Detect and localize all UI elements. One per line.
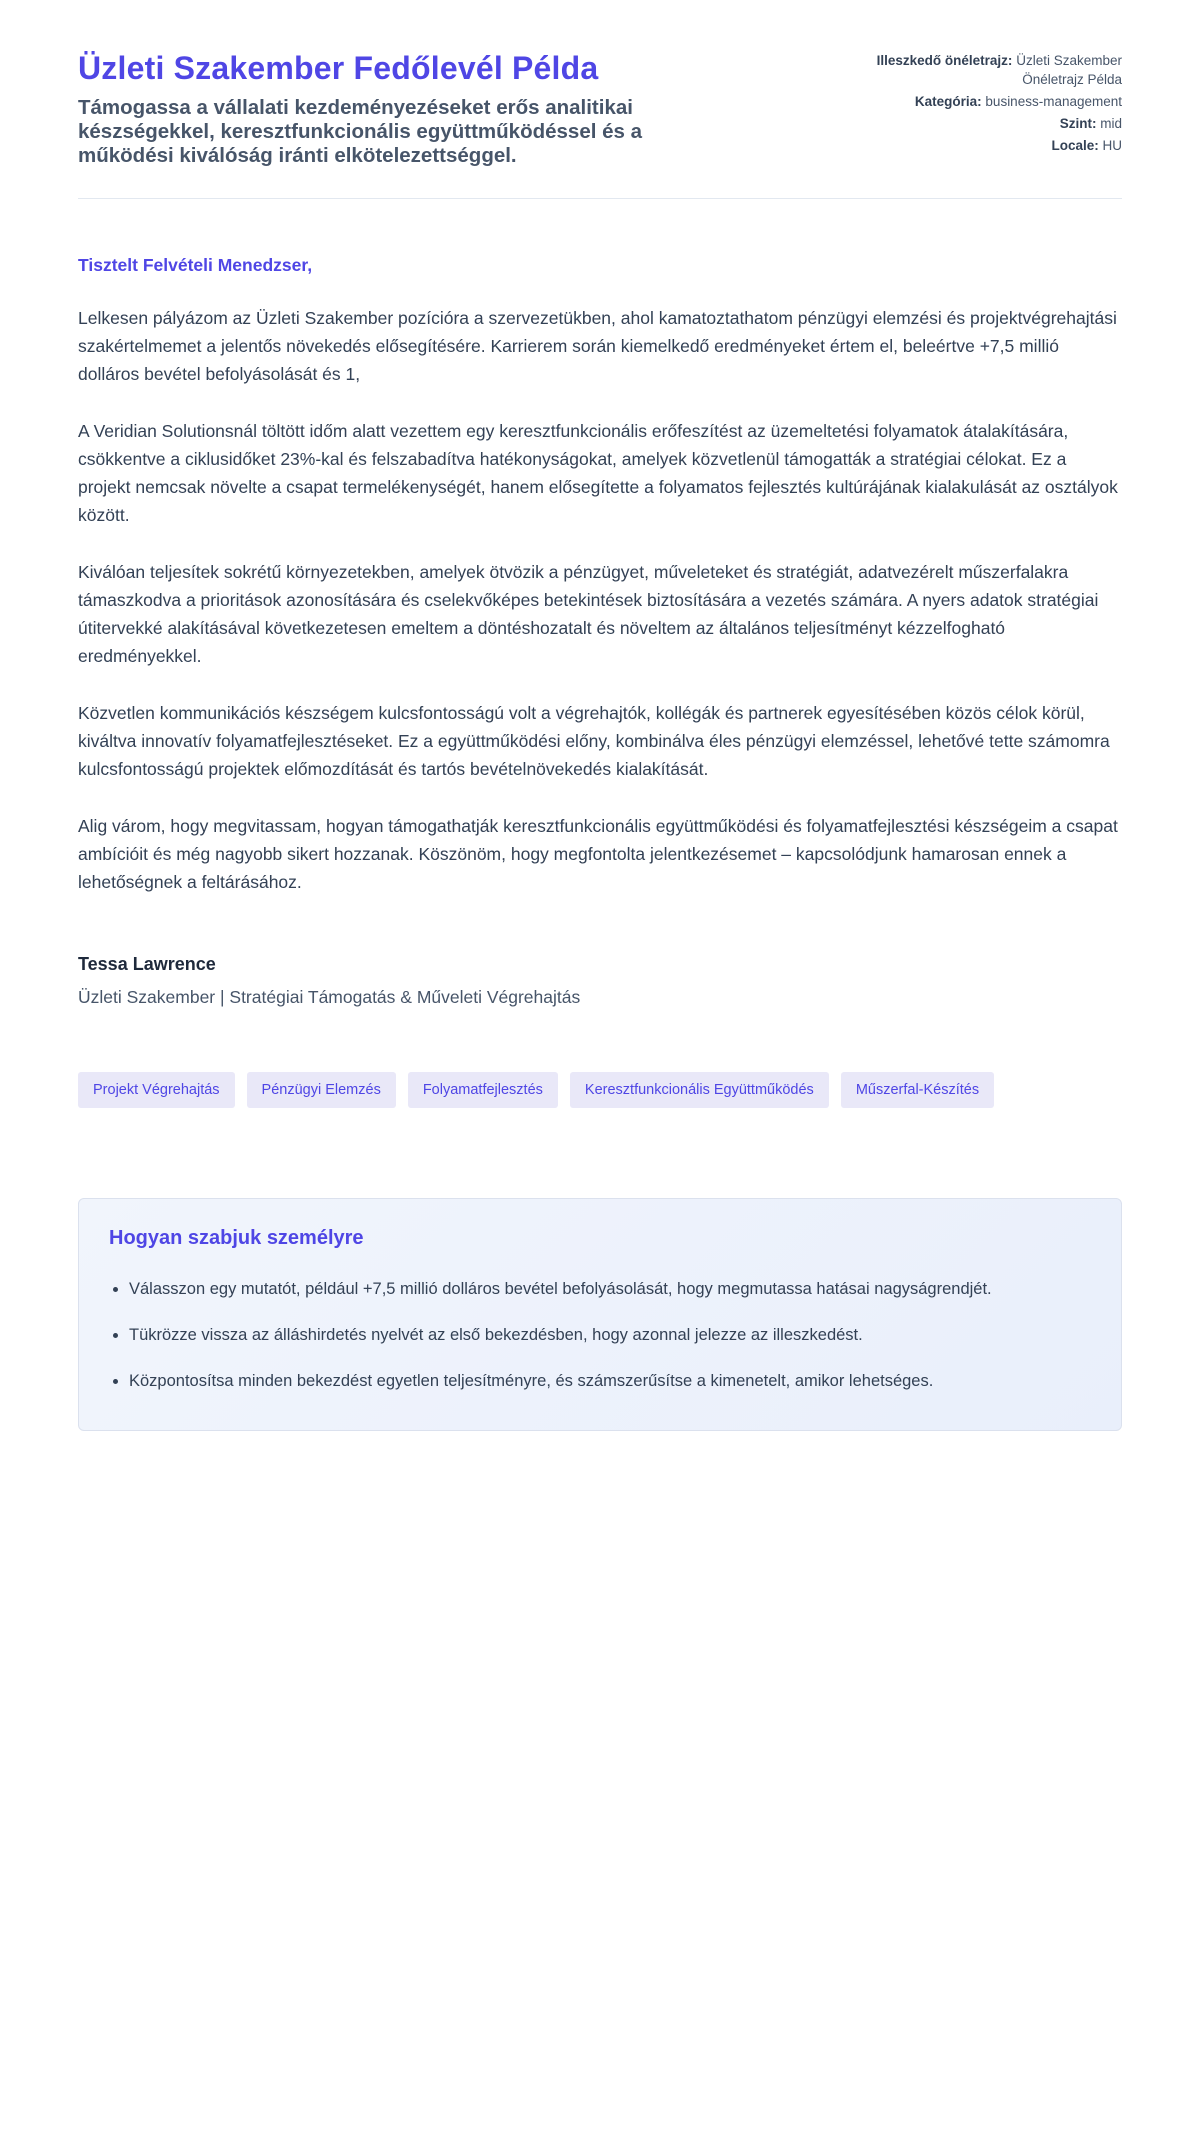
signature-name: Tessa Lawrence [78,953,216,974]
tag-chip-process-improvement: Folyamatfejlesztés [408,1072,558,1108]
tag-chip-project-execution: Projekt Végrehajtás [78,1072,235,1108]
customize-list [103,1276,1091,1396]
letter-paragraph-4: Közvetlen kommunikációs készségem kulcsfontosságú volt a végrehajtók, kollégák és partnerek egyesítésében közös célok körül, kiváltva innovatív folyamatfejlesztéseket. Ez a együttműködési előny, kombinálva éles pénzügyi elemzéssel, lehetővé tette számomra kulcsfontosságú projektek előmozdítását és tartós bevételnövekedés kialakítását. [78,702,1110,779]
page-subtitle: Támogassa a vállalati kezdeményezéseket erős analitikai készségekkel, keresztfunkcionális együttműködéssel és a működési kiválóság iránti elkötelezettséggel. [78,96,643,167]
letter-paragraph-5: Alig várom, hogy megvitassam, hogyan támogathatják keresztfunkcionális együttműködési és folyamatfejlesztési készségeim a csapat ambícióit és még nagyobb sikert hozzanak. Köszönöm, hogy megfontolta jelentkezésemet – kapcsolódjunk hamarosan ennek a lehetőségnek a feltárásához. [78,815,1118,892]
page-title: Üzleti Szakember Fedőlevél Példa [78,50,599,86]
meta-label: Kategória: [914,93,982,109]
customize-bullet-2: • Tükrözze vissza az álláshirdetés nyelvét az első bekezdésben, hogy azonnal jelezze az illeszkedést. [129,1322,1091,1349]
signature-block [78,954,1122,1008]
meta-value: HU [1102,137,1122,153]
letter-paragraph-3: Kiválóan teljesítek sokrétű környezetekben, amelyek ötvözik a pénzügyet, műveleteket és stratégiát, adatvezérelt műszerfalakra támaszkodva a prioritások azonosítására és cselekvőképes betekintések biztosítására a vezetés számára. A nyers adatok stratégiai útitervekké alakításával következetesen emeltem a döntéshozatalt és növeltem az általános teljesítményt kézzelfogható eredményekkel. [78,561,1099,666]
meta-label: Szint: [1059,115,1097,131]
meta-row-locale [872,137,1122,156]
customize-bullet-1: • Válasszon egy mutatót, például +7,5 millió dolláros bevétel befolyásolását, hogy megmutassa hatásai nagyságrendjét. [129,1276,1091,1303]
header-meta [872,48,1122,158]
letter-content [78,255,1122,1431]
customize-title: Hogyan szabjuk személyre [109,1226,364,1249]
tag-chip-financial-analysis: Pénzügyi Elemzés [247,1072,396,1108]
customize-callout [78,1198,1122,1431]
meta-label: Locale: [1051,137,1099,153]
header-title-block [78,48,688,168]
tag-chip-cross-functional-collaboration: Keresztfunkcionális Együttműködés [570,1072,829,1108]
letter-greeting: Tisztelt Felvételi Menedzser, [78,254,313,275]
meta-value: business-management [985,93,1122,109]
tag-chip-dashboard-building: Műszerfal-Készítés [841,1072,994,1108]
skill-tags [78,1072,1122,1108]
signature-title: Üzleti Szakember | Stratégiai Támogatás & Műveleti Végrehajtás [78,986,581,1007]
meta-value: mid [1100,115,1122,131]
page-header [78,48,1122,168]
meta-label: Illeszkedő önéletrajz: [876,53,1013,68]
letter-body [78,304,1122,896]
customize-bullet-3: • Központosítsa minden bekezdést egyetlen teljesítményre, és számszerűsítse a kimenetelt, amikor lehetséges. [129,1368,1091,1395]
meta-row-level [872,115,1122,134]
meta-row-category [872,93,1122,112]
letter-paragraph-2: A Veridian Solutionsnál töltött időm alatt vezettem egy keresztfunkcionális erőfeszítést az üzemeltetési folyamatok átalakítására, csökkentve a ciklusidőket 23%-kal és felszabadítva hatékonyságokat, amelyek közvetlenül támogatták a stratégiai célokat. Ez a projekt nemcsak növelte a csapat termelékenységét, hanem elősegítette a folyamatos fejlesztés kultúrájának kialakulását az osztályok között. [78,420,1118,525]
meta-row-matching-resume [872,52,1122,90]
header-divider [78,198,1122,199]
meta-value: Üzleti Szakember Önéletrajz Példa [1016,53,1122,87]
letter-paragraph-1: Lelkesen pályázom az Üzleti Szakember pozícióra a szervezetükben, ahol kamatoztathatom pénzügyi elemzési és projektvégrehajtási szakértelmemet a jelentős növekedés elősegítésére. Karrierem során kiemelkedő eredményeket értem el, beleértve +7,5 millió dolláros bevétel befolyásolását és 1, [78,307,1117,384]
